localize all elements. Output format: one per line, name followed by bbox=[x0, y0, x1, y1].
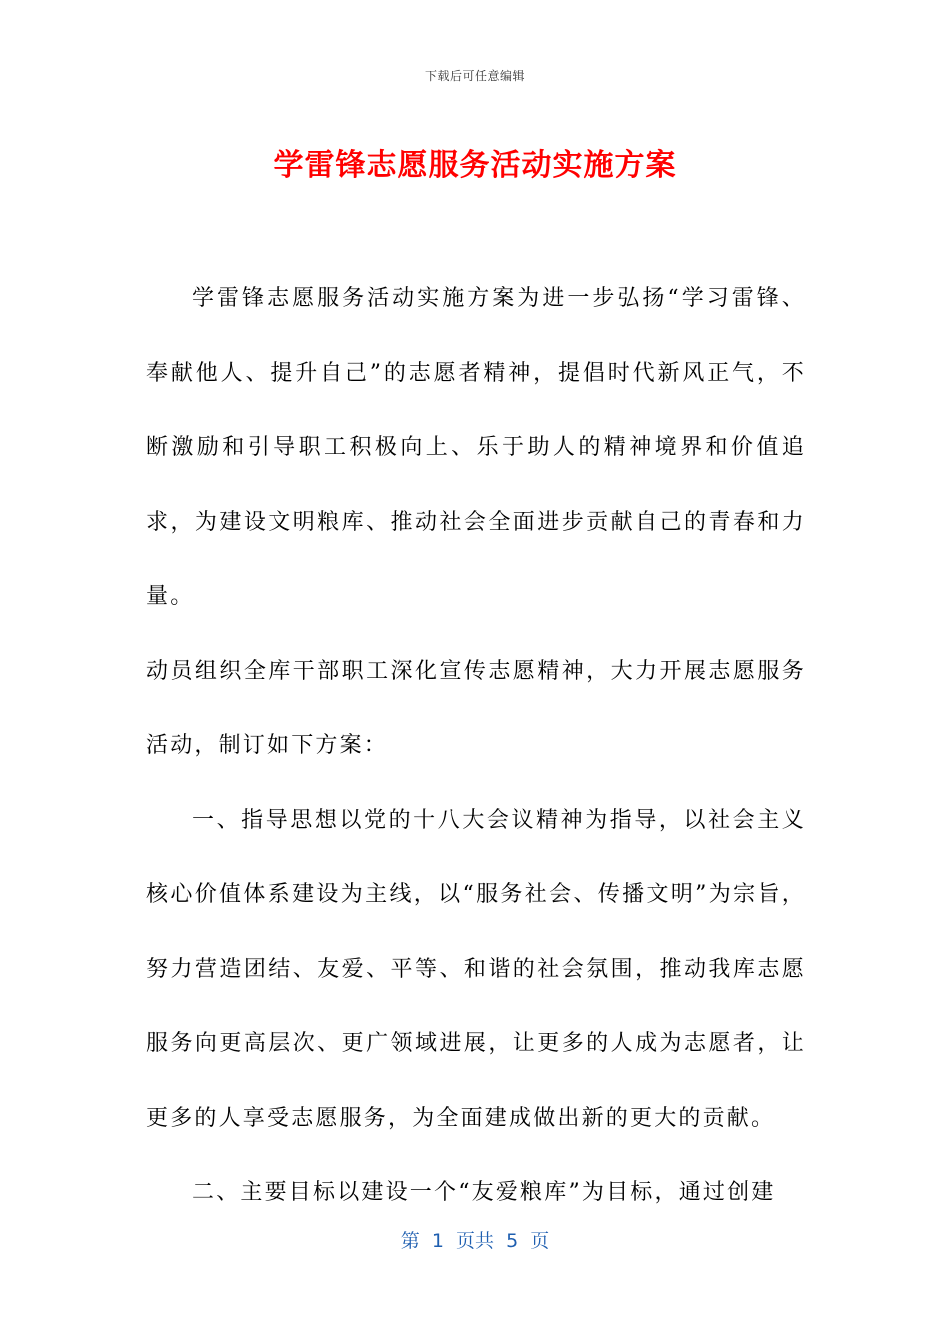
paragraph-guiding-ideology: 一、指导思想以党的十八大会议精神为指导，以社会主义核心价值体系建设为主线，以“服务社会、传播文明”为宗旨，努力营造团结、友爱、平等、和谐的社会氛围，推动我库志愿服务向更高层次、更广领域进展，让更多的人成为志愿者，让更多的人享受志愿服务，为全面建成做出新的更大的贡献。 bbox=[146, 807, 806, 1131]
document-title: 学雷锋志愿服务活动实施方案 bbox=[273, 148, 677, 183]
page-number-footer: 第 1 页共 5 页 bbox=[400, 1230, 550, 1252]
paragraph-main-goal: 二、主要目标以建设一个“友爱粮库”为目标，通过创建 bbox=[192, 1180, 776, 1205]
document-body bbox=[146, 262, 806, 1231]
paragraph-mobilize: 动员组织全库干部职工深化宣传志愿精神，大力开展志愿服务活动，制订如下方案： bbox=[146, 658, 806, 758]
paragraph-intro: 学雷锋志愿服务活动实施方案为进一步弘扬“学习雷锋、奉献他人、提升自己”的志愿者精神，提倡时代新风正气，不断激励和引导职工积极向上、乐于助人的精神境界和价值追求，为建设文明粮库、推动社会全面进步贡献自己的青春和力量。 bbox=[146, 286, 806, 609]
header-note: 下载后可任意编辑 bbox=[424, 69, 525, 83]
